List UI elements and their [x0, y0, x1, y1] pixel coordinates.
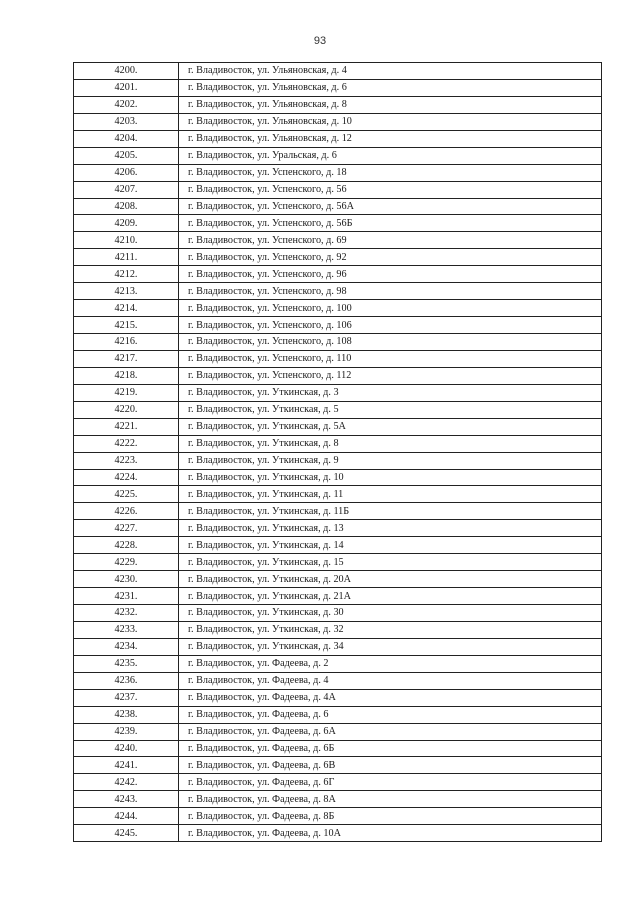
table-row: [74, 723, 602, 740]
row-number: 4245.: [74, 825, 179, 842]
row-number: 4218.: [74, 367, 179, 384]
row-address: г. Владивосток, ул. Фадеева, д. 6Б: [179, 740, 602, 757]
table-row: [74, 401, 602, 418]
row-number: 4203.: [74, 113, 179, 130]
row-address: г. Владивосток, ул. Фадеева, д. 4: [179, 672, 602, 689]
table-row: [74, 63, 602, 80]
row-address: г. Владивосток, ул. Успенского, д. 112: [179, 367, 602, 384]
row-address: г. Владивосток, ул. Фадеева, д. 8А: [179, 791, 602, 808]
table-row: [74, 367, 602, 384]
table-row: [74, 317, 602, 334]
row-number: 4213.: [74, 283, 179, 300]
row-number: 4208.: [74, 198, 179, 215]
row-number: 4226.: [74, 503, 179, 520]
row-address: г. Владивосток, ул. Уткинская, д. 8: [179, 435, 602, 452]
row-address: г. Владивосток, ул. Ульяновская, д. 8: [179, 96, 602, 113]
row-number: 4234.: [74, 638, 179, 655]
table-row: [74, 334, 602, 351]
table-row: [74, 418, 602, 435]
table-row: [74, 215, 602, 232]
table-row: [74, 350, 602, 367]
row-address: г. Владивосток, ул. Уткинская, д. 11: [179, 486, 602, 503]
row-number: 4204.: [74, 130, 179, 147]
table-row: [74, 130, 602, 147]
row-number: 4201.: [74, 79, 179, 96]
row-number: 4216.: [74, 334, 179, 351]
row-address: г. Владивосток, ул. Успенского, д. 69: [179, 232, 602, 249]
row-address: г. Владивосток, ул. Уткинская, д. 11Б: [179, 503, 602, 520]
row-address: г. Владивосток, ул. Успенского, д. 110: [179, 350, 602, 367]
row-number: 4211.: [74, 249, 179, 266]
row-number: 4215.: [74, 317, 179, 334]
row-address: г. Владивосток, ул. Уткинская, д. 30: [179, 605, 602, 622]
row-address: г. Владивосток, ул. Уткинская, д. 5: [179, 401, 602, 418]
table-row: [74, 79, 602, 96]
table-row: [74, 96, 602, 113]
row-number: 4229.: [74, 554, 179, 571]
table-row: [74, 435, 602, 452]
row-address: г. Владивосток, ул. Ульяновская, д. 12: [179, 130, 602, 147]
row-number: 4206.: [74, 164, 179, 181]
row-address: г. Владивосток, ул. Ульяновская, д. 4: [179, 63, 602, 80]
row-number: 4232.: [74, 605, 179, 622]
row-address: г. Владивосток, ул. Успенского, д. 92: [179, 249, 602, 266]
table-row: [74, 113, 602, 130]
row-address: г. Владивосток, ул. Успенского, д. 100: [179, 300, 602, 317]
table-row: [74, 147, 602, 164]
row-address: г. Владивосток, ул. Фадеева, д. 10А: [179, 825, 602, 842]
table-row: [74, 808, 602, 825]
row-address: г. Владивосток, ул. Уткинская, д. 20А: [179, 571, 602, 588]
row-number: 4225.: [74, 486, 179, 503]
table-row: [74, 486, 602, 503]
row-number: 4236.: [74, 672, 179, 689]
row-address: г. Владивосток, ул. Успенского, д. 56Б: [179, 215, 602, 232]
row-number: 4238.: [74, 706, 179, 723]
row-address: г. Владивосток, ул. Фадеева, д. 6В: [179, 757, 602, 774]
row-address: г. Владивосток, ул. Успенского, д. 106: [179, 317, 602, 334]
row-number: 4223.: [74, 452, 179, 469]
row-address: г. Владивосток, ул. Фадеева, д. 8Б: [179, 808, 602, 825]
table-row: [74, 825, 602, 842]
table-row: [74, 469, 602, 486]
row-address: г. Владивосток, ул. Успенского, д. 56А: [179, 198, 602, 215]
row-address: г. Владивосток, ул. Ульяновская, д. 6: [179, 79, 602, 96]
table-row: [74, 638, 602, 655]
table-row: [74, 520, 602, 537]
row-address: г. Владивосток, ул. Фадеева, д. 6: [179, 706, 602, 723]
row-number: 4207.: [74, 181, 179, 198]
row-number: 4224.: [74, 469, 179, 486]
table-row: [74, 537, 602, 554]
row-number: 4239.: [74, 723, 179, 740]
table-row: [74, 300, 602, 317]
row-number: 4200.: [74, 63, 179, 80]
row-address: г. Владивосток, ул. Успенского, д. 108: [179, 334, 602, 351]
row-address: г. Владивосток, ул. Ульяновская, д. 10: [179, 113, 602, 130]
table-row: [74, 791, 602, 808]
row-number: 4220.: [74, 401, 179, 418]
table-row: [74, 452, 602, 469]
row-number: 4227.: [74, 520, 179, 537]
table-row: [74, 740, 602, 757]
row-address: г. Владивосток, ул. Уткинская, д. 15: [179, 554, 602, 571]
row-number: 4231.: [74, 588, 179, 605]
page-number: 93: [313, 35, 327, 47]
row-number: 4241.: [74, 757, 179, 774]
row-number: 4202.: [74, 96, 179, 113]
row-address: г. Владивосток, ул. Успенского, д. 56: [179, 181, 602, 198]
row-address: г. Владивосток, ул. Уткинская, д. 34: [179, 638, 602, 655]
row-number: 4222.: [74, 435, 179, 452]
row-number: 4219.: [74, 384, 179, 401]
row-number: 4243.: [74, 791, 179, 808]
table-row: [74, 181, 602, 198]
row-address: г. Владивосток, ул. Уткинская, д. 10: [179, 469, 602, 486]
row-number: 4217.: [74, 350, 179, 367]
row-address: г. Владивосток, ул. Уткинская, д. 14: [179, 537, 602, 554]
row-address: г. Владивосток, ул. Успенского, д. 18: [179, 164, 602, 181]
table-row: [74, 164, 602, 181]
row-number: 4240.: [74, 740, 179, 757]
row-address: г. Владивосток, ул. Успенского, д. 96: [179, 266, 602, 283]
table-row: [74, 249, 602, 266]
table-row: [74, 554, 602, 571]
row-number: 4210.: [74, 232, 179, 249]
row-number: 4237.: [74, 689, 179, 706]
table-row: [74, 503, 602, 520]
row-address: г. Владивосток, ул. Уткинская, д. 9: [179, 452, 602, 469]
table-row: [74, 198, 602, 215]
table-row: [74, 266, 602, 283]
row-number: 4205.: [74, 147, 179, 164]
address-table-body: [74, 63, 602, 842]
row-address: г. Владивосток, ул. Уткинская, д. 3: [179, 384, 602, 401]
table-row: [74, 232, 602, 249]
table-row: [74, 621, 602, 638]
row-address: г. Владивосток, ул. Фадеева, д. 6А: [179, 723, 602, 740]
row-number: 4235.: [74, 655, 179, 672]
row-number: 4209.: [74, 215, 179, 232]
row-address: г. Владивосток, ул. Уральская, д. 6: [179, 147, 602, 164]
row-number: 4244.: [74, 808, 179, 825]
row-number: 4214.: [74, 300, 179, 317]
table-row: [74, 689, 602, 706]
row-number: 4242.: [74, 774, 179, 791]
row-address: г. Владивосток, ул. Фадеева, д. 4А: [179, 689, 602, 706]
table-row: [74, 757, 602, 774]
row-number: 4212.: [74, 266, 179, 283]
row-address: г. Владивосток, ул. Уткинская, д. 32: [179, 621, 602, 638]
table-row: [74, 655, 602, 672]
row-number: 4233.: [74, 621, 179, 638]
row-address: г. Владивосток, ул. Фадеева, д. 6Г: [179, 774, 602, 791]
table-row: [74, 706, 602, 723]
row-address: г. Владивосток, ул. Уткинская, д. 21А: [179, 588, 602, 605]
row-address: г. Владивосток, ул. Фадеева, д. 2: [179, 655, 602, 672]
table-row: [74, 384, 602, 401]
table-row: [74, 588, 602, 605]
address-table: [73, 62, 602, 842]
row-number: 4228.: [74, 537, 179, 554]
table-row: [74, 774, 602, 791]
row-address: г. Владивосток, ул. Успенского, д. 98: [179, 283, 602, 300]
row-address: г. Владивосток, ул. Уткинская, д. 5А: [179, 418, 602, 435]
row-number: 4221.: [74, 418, 179, 435]
table-row: [74, 571, 602, 588]
table-row: [74, 672, 602, 689]
row-number: 4230.: [74, 571, 179, 588]
table-row: [74, 605, 602, 622]
table-row: [74, 283, 602, 300]
row-address: г. Владивосток, ул. Уткинская, д. 13: [179, 520, 602, 537]
